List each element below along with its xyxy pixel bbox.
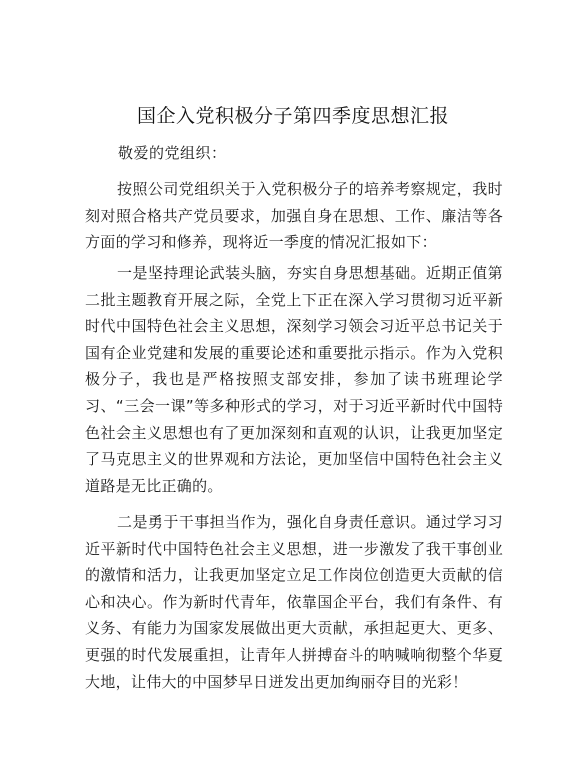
paragraph-intro: 按照公司党组织关于入党积极分子的培养考察规定，我时刻对照合格共产党员要求，加强自身在思想、工作、廉洁等各方面的学习和修养，现将近一季度的情况汇报如下： xyxy=(85,180,503,252)
paragraph-responsibility: 二是勇于干事担当作为，强化自身责任意识。通过学习习近平新时代中国特色社会主义思想，进一步激发了我干事创业的激情和活力，让我更加坚定立足工作岗位创造更大贡献的信心和决心。作为新时代青年，依靠国企平台，我们有条件、有义务、有能力为国家发展做出更大贡献，承担起更大、更多、更强的时代发展重担，让青年人拼搏奋斗的呐喊响彻整个华夏大地，让伟大的中国梦早日迸发出更加绚丽夺目的光彩！ xyxy=(85,513,503,691)
paragraph-theory: 一是坚持理论武装头脑，夯实自身思想基础。近期正值第二批主题教育开展之际，全党上下正在深入学习贯彻习近平新时代中国特色社会主义思想，深刻学习领会习近平总书记关于国有企业党建和发展的重要论述和重要批示指示。作为入党积极分子，我也是严格按照支部安排，参加了读书班理论学习、“三会一课”等多种形式的学习，对于习近平新时代中国特色社会主义思想也有了更加深刻和直观的认识，让我更加坚定了马克思主义的世界观和方法论，更加坚信中国特色社会主义道路是无比正确的。 xyxy=(85,264,503,495)
document-title: 国企入党积极分子第四季度思想汇报 xyxy=(136,105,449,127)
salutation: 敬爱的党组织： xyxy=(118,144,227,162)
